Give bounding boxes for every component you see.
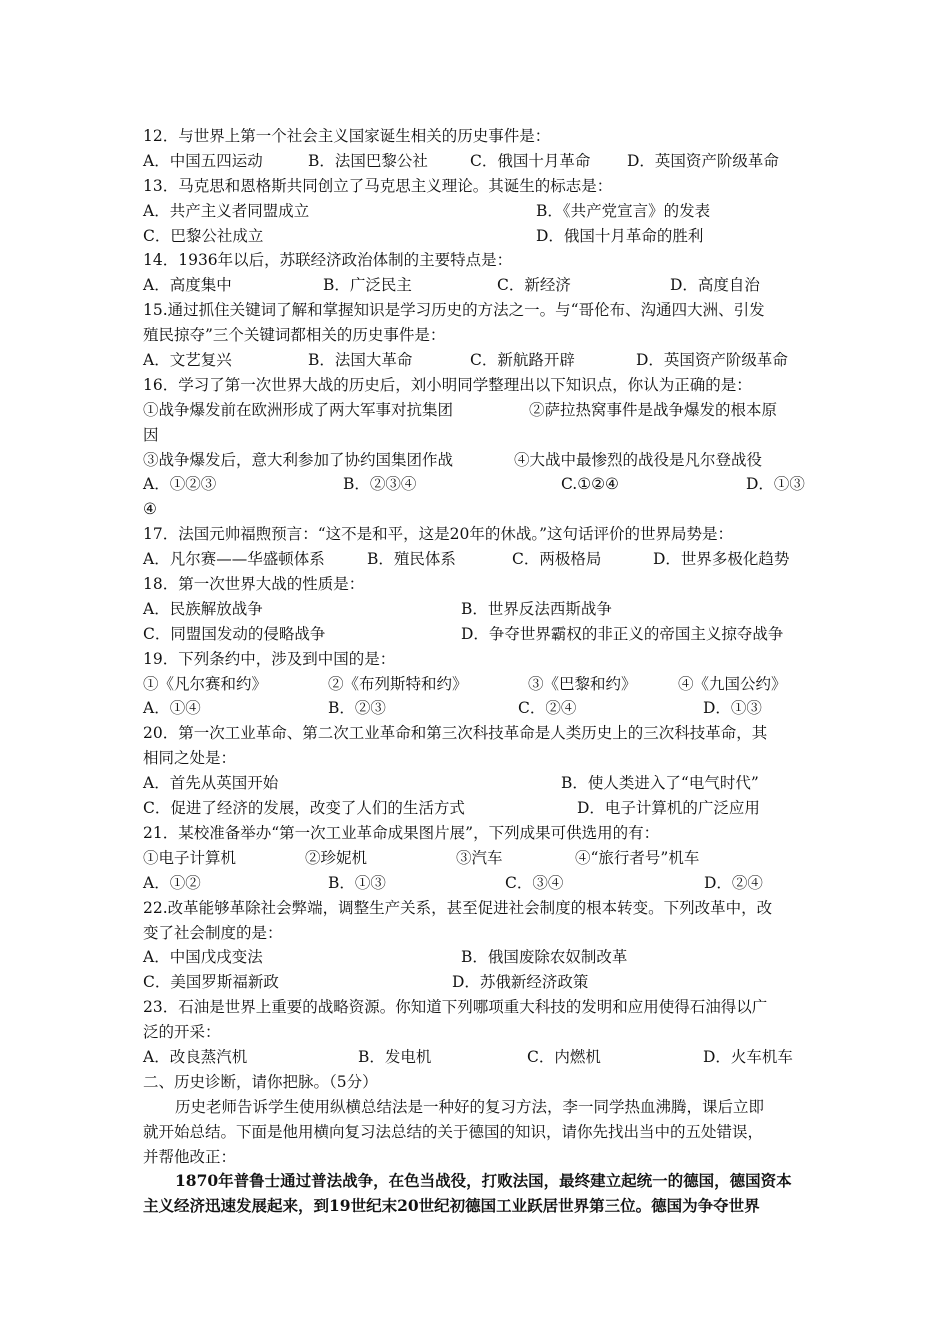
option-a: A．文艺复兴: [143, 351, 232, 370]
option-a: A．首先从英国开始: [143, 774, 279, 793]
q18-options-row1: [143, 597, 811, 622]
option-c: C．巴黎公社成立: [143, 226, 264, 245]
q19-items: [143, 672, 811, 697]
point-3: ③战争爆发后，意大利参加了协约国集团作战: [143, 450, 454, 469]
option-d: D．②④: [704, 873, 763, 892]
q14-stem: 14．1936年以后，苏联经济政治体制的主要特点是：: [143, 251, 513, 270]
option-d: D．争夺世界霸权的非正义的帝国主义掠夺战争: [461, 624, 784, 643]
section-2-passage-line1: 1870年普鲁士通过普法战争，在色当战役，打败法国，最终建立起统一的德国，德国资本: [175, 1171, 792, 1191]
q22-stem-line2: 变了社会制度的是：: [143, 923, 283, 942]
section-2-paragraph-line2: 就开始总结。下面是他用横向复习法总结的关于德国的知识，请你先找出当中的五处错误，: [143, 1122, 764, 1141]
point-2: ②萨拉热窝事件是战争爆发的根本原: [529, 400, 778, 419]
item-4: ④“旅行者号”机车: [575, 848, 700, 867]
q23-stem-line2: 泛的开采：: [143, 1023, 221, 1042]
item-3: ③《巴黎和约》: [528, 674, 637, 693]
option-d: D．英国资产阶级革命: [636, 351, 788, 370]
option-d: D．电子计算机的广泛应用: [577, 799, 760, 818]
q15-options: [143, 348, 811, 373]
q23-stem-line1: 23．石油是世界上重要的战略资源。你知道下列哪项重大科技的发明和应用使得石油得以广: [143, 998, 768, 1017]
q21-items: [143, 846, 811, 871]
q22-stem-line1: 22.改革能够革除社会弊端，调整生产关系，甚至促进社会制度的根本转变。下列改革中，改: [143, 898, 773, 917]
q17-options: [143, 547, 811, 572]
option-c: C．两极格局: [512, 550, 602, 569]
option-a: A．民族解放战争: [143, 599, 263, 618]
q16-points-row1: [143, 398, 811, 423]
q20-stem-line1: 20．第一次工业革命、第二次工业革命和第三次科技革命是人类历史上的三次科技革命，其: [143, 724, 768, 743]
q17-stem: 17．法国元帅福煦预言：“这不是和平，这是20年的休战。”这句话评价的世界局势是：: [143, 525, 734, 544]
option-c: C．新经济: [497, 276, 571, 295]
point-4: ④大战中最惨烈的战役是凡尔登战役: [514, 450, 763, 469]
q14-options: [143, 273, 811, 298]
section-2-paragraph-line3: 并帮他改正：: [143, 1147, 237, 1166]
option-a: A．凡尔赛——华盛顿体系: [143, 550, 325, 569]
q18-options-row2: [143, 622, 811, 647]
item-4: ④《九国公约》: [678, 674, 787, 693]
point-1: ①战争爆发前在欧洲形成了两大军事对抗集团: [143, 400, 454, 419]
option-d: D．高度自治: [670, 276, 760, 295]
option-d: D．俄国十月革命的胜利: [536, 226, 704, 245]
q15-stem-line1: 15.通过抓住关键词了解和掌握知识是学习历史的方法之一。与“哥伦布、沟通四大洲、引发: [143, 301, 765, 320]
option-b: B．②③: [328, 699, 386, 718]
option-c: C.①②④: [561, 475, 619, 494]
q16-options: [143, 472, 811, 497]
option-a: A．①④: [143, 699, 201, 718]
option-c: C．俄国十月革命: [470, 151, 591, 170]
q23-options: [143, 1045, 811, 1070]
q12-stem: 12．与世界上第一个社会主义国家诞生相关的历史事件是：: [143, 127, 551, 145]
q20-options-row2: [143, 796, 811, 821]
option-a: A．①②③: [143, 475, 217, 494]
option-b: B．发电机: [358, 1047, 432, 1066]
item-1: ①《凡尔赛和约》: [143, 674, 268, 693]
option-d: D．苏俄新经济政策: [452, 973, 589, 992]
q13-options-row1: [143, 199, 811, 224]
item-2: ②《布列斯特和约》: [328, 674, 468, 693]
q16-points-row1-wrap: 因: [143, 425, 159, 444]
option-d: D．火车机车: [703, 1047, 793, 1066]
option-c: C．内燃机: [527, 1047, 601, 1066]
q16-stem: 16．学习了第一次世界大战的历史后，刘小明同学整理出以下知识点，你认为正确的是：: [143, 375, 752, 394]
q15-stem-line2: 殖民掠夺”三个关键词都相关的历史事件是：: [143, 326, 446, 345]
q19-stem: 19．下列条约中，涉及到中国的是：: [143, 649, 396, 668]
option-a: A．改良蒸汽机: [143, 1047, 248, 1066]
q19-options: [143, 696, 811, 721]
option-d: D．英国资产阶级革命: [627, 151, 779, 170]
option-d: D．①③: [746, 475, 805, 494]
option-a: A．共产主义者同盟成立: [143, 201, 310, 220]
q12-options: [143, 149, 811, 174]
option-a: A．中国戊戌变法: [143, 948, 263, 967]
q13-stem: 13．马克思和恩格斯共同创立了马克思主义理论。其诞生的标志是：: [143, 176, 613, 195]
section-2-paragraph-line1: 历史老师告诉学生使用纵横总结法是一种好的复习方法，李一同学热血沸腾，课后立即: [175, 1097, 765, 1116]
option-a: A．高度集中: [143, 276, 232, 295]
option-b: B．法国巴黎公社: [308, 151, 428, 170]
option-d: D．世界多极化趋势: [653, 550, 790, 569]
option-b: B．法国大革命: [308, 351, 413, 370]
option-c: C．新航路开辟: [470, 351, 575, 370]
option-a: A．中国五四运动: [143, 151, 263, 170]
q21-options: [143, 871, 811, 896]
q16-options-wrap: ④: [143, 500, 157, 519]
option-c: C．②④: [518, 699, 577, 718]
item-2: ②珍妮机: [305, 848, 368, 867]
option-b: B．俄国废除农奴制改革: [461, 948, 628, 967]
option-b: B．使人类进入了“电气时代”: [561, 774, 759, 793]
q13-options-row2: [143, 224, 811, 249]
option-b: B．②③④: [343, 475, 417, 494]
section-2-title: 二、历史诊断，请你把脉。（5分）: [143, 1072, 378, 1091]
option-b: B．《共产党宣言》的发表: [536, 201, 711, 220]
exam-page: [143, 124, 811, 1219]
q21-stem: 21．某校准备举办“第一次工业革命成果图片展”，下列成果可供选用的有：: [143, 823, 660, 842]
item-3: ③汽车: [456, 848, 503, 867]
item-1: ①电子计算机: [143, 848, 237, 867]
option-a: A．①②: [143, 873, 201, 892]
option-c: C．同盟国发动的侵略战争: [143, 624, 326, 643]
q16-points-row2: [143, 448, 811, 473]
option-b: B．世界反法西斯战争: [461, 599, 612, 618]
q20-stem-line2: 相同之处是：: [143, 749, 237, 768]
option-b: B．①③: [328, 873, 386, 892]
option-b: B．殖民体系: [367, 550, 456, 569]
option-c: C．③④: [505, 873, 564, 892]
option-b: B．广泛民主: [323, 276, 412, 295]
q20-options-row1: [143, 771, 811, 796]
option-c: C．促进了经济的发展，改变了人们的生活方式: [143, 799, 465, 818]
q22-options-row2: [143, 970, 811, 995]
q22-options-row1: [143, 945, 811, 970]
option-d: D．①③: [703, 699, 762, 718]
q18-stem: 18．第一次世界大战的性质是：: [143, 575, 365, 594]
section-2-passage-line2: 主义经济迅速发展起来，到19世纪末20世纪初德国工业跃居世界第三位。德国为争夺世界: [143, 1196, 760, 1216]
option-c: C．美国罗斯福新政: [143, 973, 279, 992]
